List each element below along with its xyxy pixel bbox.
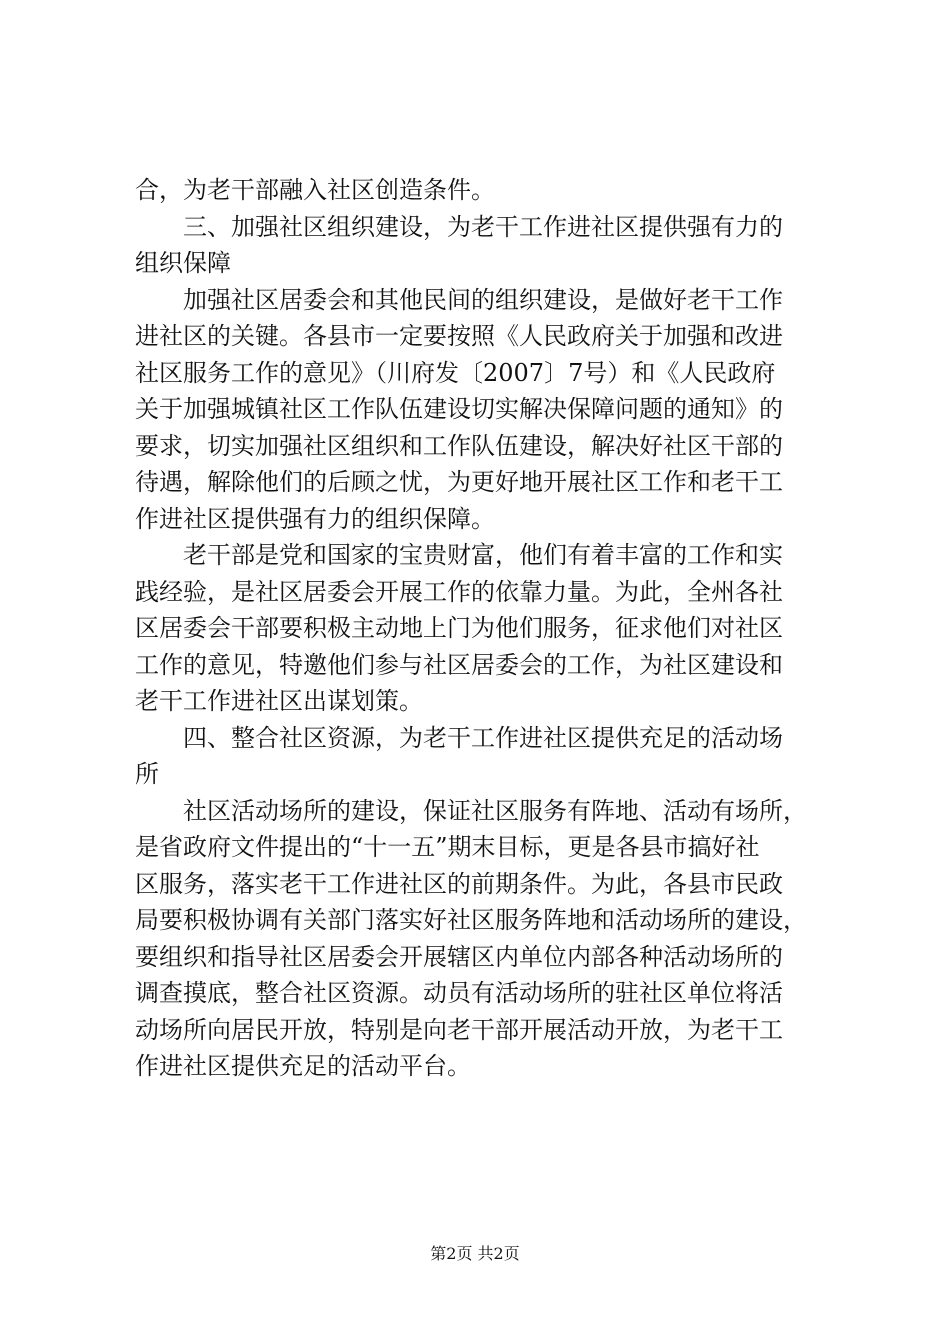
text-line: 关于加强城镇社区工作队伍建设切实解决保障问题的通知》的	[135, 395, 783, 423]
section-heading-3: 三、加强社区组织建设，为老干工作进社区提供强有力的	[135, 212, 783, 241]
section-heading-4-cont: 所	[135, 760, 159, 788]
text-line: 区服务，落实老干工作进社区的前期条件。为此，各县市民政	[135, 869, 783, 898]
text-line: 区居委会干部要积极主动地上门为他们服务，征求他们对社区	[135, 614, 783, 642]
text-line: 社区活动场所的建设，保证社区服务有阵地、活动有场所，	[135, 796, 807, 825]
text-line: 要求，切实加强社区组织和工作队伍建设，解决好社区干部的	[135, 431, 783, 460]
section-heading-3-cont: 组织保障	[135, 249, 231, 277]
text-line: 工作的意见，特邀他们参与社区居委会的工作，为社区建设和	[135, 650, 783, 679]
body-text	[135, 172, 835, 1085]
page-footer	[0, 1243, 950, 1265]
text-line: 局要积极协调有关部门落实好社区服务阵地和活动场所的建设，	[135, 906, 807, 934]
text-line: 动场所向居民开放，特别是向老干部开展活动开放，为老干工	[135, 1015, 783, 1044]
text-line: 老干工作进社区出谋划策。	[135, 687, 423, 715]
page-number-label: 第2页 共2页	[430, 1244, 520, 1263]
text-line: 作进社区提供充足的活动平台。	[135, 1052, 471, 1080]
text-line: 合，为老干部融入社区创造条件。	[135, 176, 495, 204]
text-line: 加强社区居委会和其他民间的组织建设，是做好老干工作	[135, 285, 783, 314]
text-line: 社区服务工作的意见》（川府发〔2007〕7号）和《人民政府	[135, 358, 776, 387]
text-line: 老干部是党和国家的宝贵财富，他们有着丰富的工作和实	[135, 541, 783, 569]
text-line: 要组织和指导社区居委会开展辖区内单位内部各种活动场所的	[135, 942, 783, 971]
section-heading-4: 四、整合社区资源，为老干工作进社区提供充足的活动场	[135, 723, 783, 752]
text-line: 待遇，解除他们的后顾之忧，为更好地开展社区工作和老干工	[135, 468, 783, 496]
text-line: 调查摸底，整合社区资源。动员有活动场所的驻社区单位将活	[135, 979, 783, 1007]
text-line: 进社区的关键。各县市一定要按照《人民政府关于加强和改进	[135, 322, 783, 350]
text-line: 是省政府文件提出的“十一五”期末目标，更是各县市搞好社	[135, 833, 760, 861]
text-line: 作进社区提供强有力的组织保障。	[135, 504, 495, 533]
text-line: 践经验，是社区居委会开展工作的依靠力量。为此，全州各社	[135, 577, 783, 606]
